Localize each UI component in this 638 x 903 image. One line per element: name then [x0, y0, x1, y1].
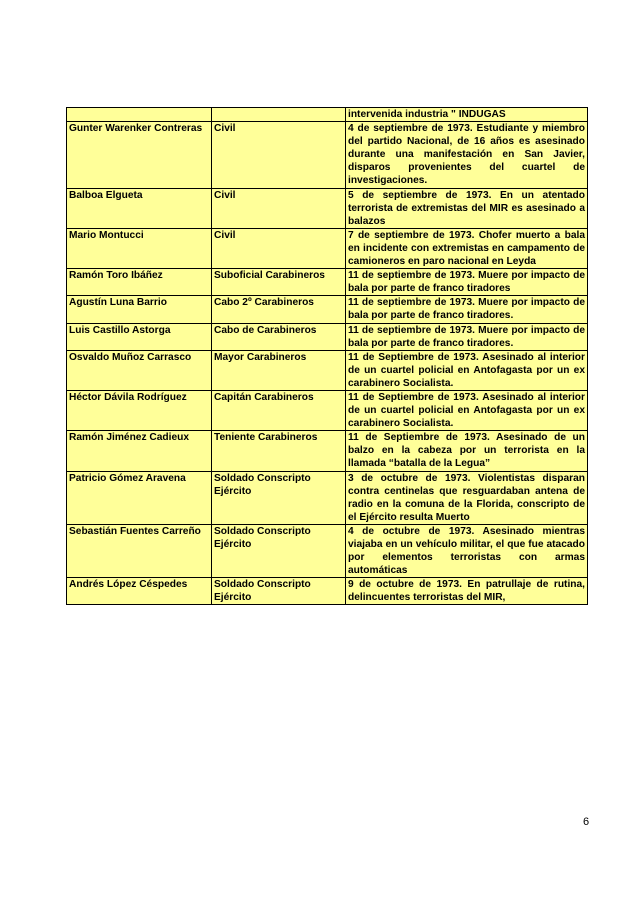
victims-table	[66, 107, 588, 605]
role-cell: Civil	[212, 188, 346, 228]
table-row	[67, 350, 588, 390]
description-cell: 11 de Septiembre de 1973. Asesinado al interior de un cuartel policial en Antofagasta por un ex carabinero Socialista.	[346, 390, 588, 430]
role-cell	[212, 108, 346, 122]
table-row	[67, 390, 588, 430]
description-cell: 11 de septiembre de 1973. Muere por impacto de bala por parte de franco tiradores.	[346, 296, 588, 323]
role-cell: Soldado Conscripto Ejército	[212, 524, 346, 577]
description-cell: 11 de Septiembre de 1973. Asesinado de un balzo en la cabeza por un terrorista en la llamada “batalla de la Legua”	[346, 431, 588, 471]
name-cell: Héctor Dávila Rodríguez	[67, 390, 212, 430]
role-cell: Soldado Conscripto Ejército	[212, 471, 346, 524]
table-row	[67, 578, 588, 605]
role-cell: Civil	[212, 122, 346, 188]
role-cell: Capitán Carabineros	[212, 390, 346, 430]
page-number: 6	[583, 816, 590, 828]
name-cell	[67, 108, 212, 122]
table-row	[67, 228, 588, 268]
name-cell: Ramón Toro Ibáñez	[67, 269, 212, 296]
table-row	[67, 296, 588, 323]
description-cell: 11 de septiembre de 1973. Muere por impacto de bala por parte de franco tiradores	[346, 269, 588, 296]
description-cell: 7 de septiembre de 1973. Chofer muerto a bala en incidente con extremistas en campamento de camioneros en paro nacional en Leyda	[346, 228, 588, 268]
description-cell: 4 de septiembre de 1973. Estudiante y miembro del partido Nacional, de 16 años es asesinado durante una manifestación en San Javier, disparos provenientes del cuartel de investigaciones.	[346, 122, 588, 188]
table-row	[67, 323, 588, 350]
role-cell: Teniente Carabineros	[212, 431, 346, 471]
table-row	[67, 122, 588, 188]
name-cell: Mario Montucci	[67, 228, 212, 268]
name-cell: Luis Castillo Astorga	[67, 323, 212, 350]
description-cell: 5 de septiembre de 1973. En un atentado terrorista de extremistas del MIR es asesinado a balazos	[346, 188, 588, 228]
role-cell: Suboficial Carabineros	[212, 269, 346, 296]
description-cell: 11 de Septiembre de 1973. Asesinado al interior de un cuartel policial en Antofagasta por un ex carabinero Socialista.	[346, 350, 588, 390]
table-row	[67, 108, 588, 122]
table-row	[67, 188, 588, 228]
role-cell: Cabo de Carabineros	[212, 323, 346, 350]
table-row	[67, 269, 588, 296]
table-row	[67, 471, 588, 524]
description-cell: 11 de septiembre de 1973. Muere por impacto de bala por parte de franco tiradores.	[346, 323, 588, 350]
name-cell: Andrés López Céspedes	[67, 578, 212, 605]
table-row	[67, 524, 588, 577]
name-cell: Ramón Jiménez Cadieux	[67, 431, 212, 471]
description-cell: 9 de octubre de 1973. En patrullaje de rutina, delincuentes terroristas del MIR,	[346, 578, 588, 605]
role-cell: Civil	[212, 228, 346, 268]
name-cell: Patricio Gómez Aravena	[67, 471, 212, 524]
role-cell: Soldado Conscripto Ejército	[212, 578, 346, 605]
name-cell: Sebastián Fuentes Carreño	[67, 524, 212, 577]
name-cell: Osvaldo Muñoz Carrasco	[67, 350, 212, 390]
description-cell: intervenida industria " INDUGAS	[346, 108, 588, 122]
name-cell: Agustín Luna Barrio	[67, 296, 212, 323]
table-row	[67, 431, 588, 471]
description-cell: 4 de octubre de 1973. Asesinado mientras viajaba en un vehículo militar, el que fue atacado por elementos terroristas con armas automáticas	[346, 524, 588, 577]
role-cell: Mayor Carabineros	[212, 350, 346, 390]
name-cell: Gunter Warenker Contreras	[67, 122, 212, 188]
role-cell: Cabo 2º Carabineros	[212, 296, 346, 323]
name-cell: Balboa Elgueta	[67, 188, 212, 228]
description-cell: 3 de octubre de 1973. Violentistas disparan contra centinelas que resguardaban antena de radio en la comuna de la Florida, conscripto de el Ejército resulta Muerto	[346, 471, 588, 524]
